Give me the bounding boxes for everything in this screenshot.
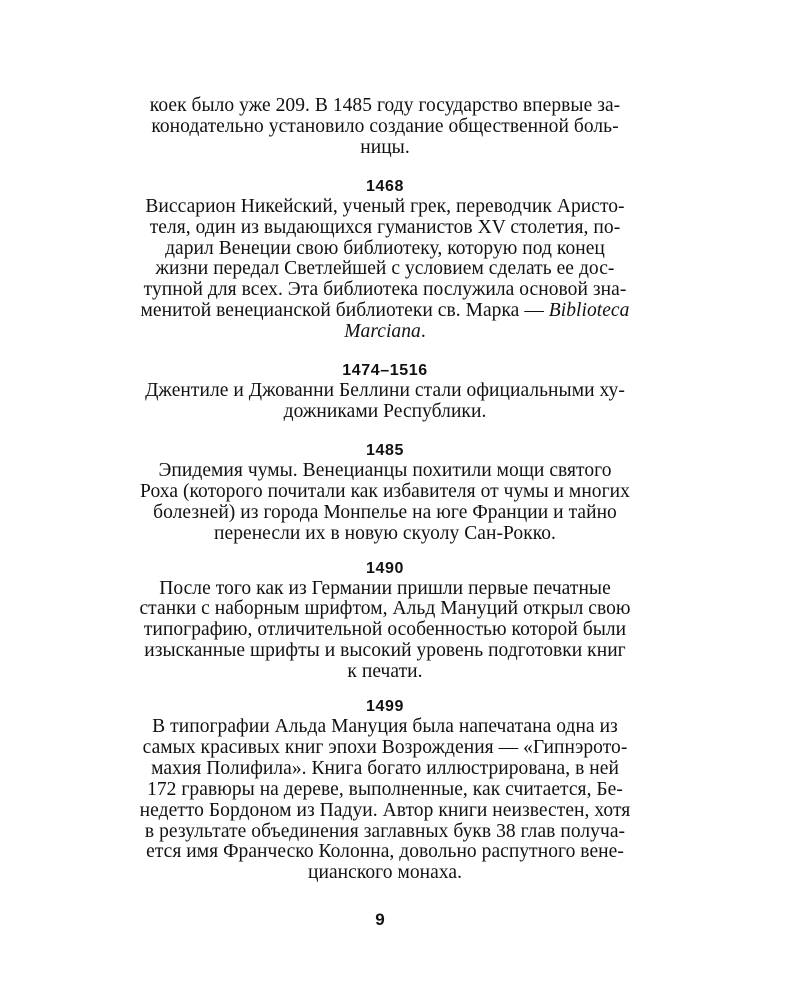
- page-number: 9: [375, 910, 385, 929]
- text-line: станки с наборным шрифтом, Альд Мануций открыл свою: [139, 598, 631, 620]
- text-line: [95, 301, 675, 322]
- text-line: типографию, отличительной особенностью которой были: [143, 619, 627, 641]
- text-line: цианского монаха.: [307, 862, 463, 884]
- italic-text: Marciana: [344, 321, 421, 343]
- entry-1474-1516: [95, 361, 675, 423]
- text-line: коек было уже 209. В 1485 году государство впервые за-: [149, 95, 621, 116]
- entry-1499: [95, 697, 675, 884]
- text-line: изысканные шрифты и высокий уровень подготовки книг: [144, 640, 626, 662]
- entry-1485: [95, 441, 675, 545]
- entry-1490: [95, 559, 675, 684]
- entry-year: 1468: [366, 177, 404, 195]
- text-line: Джентиле и Джованни Беллини стали официальными ху-: [145, 380, 625, 402]
- text-line: теля, один из выдающихся гуманистов XV столетия, по-: [149, 216, 621, 238]
- text-line: ницы.: [360, 136, 410, 158]
- text-line: Эпидемия чумы. Венецианцы похитили мощи святого: [158, 459, 612, 481]
- text-line: конодательно установило создание общественной боль-: [151, 115, 619, 137]
- intro-paragraph: [95, 96, 675, 159]
- text-line: самых красивых книг эпохи Возрождения — «Гипнэрото-: [142, 736, 628, 758]
- text-line: дожниками Республики.: [283, 400, 487, 422]
- text-line: После того как из Германии пришли первые печатные: [159, 577, 611, 599]
- text-segment: .: [420, 321, 426, 343]
- italic-text: Biblioteca: [548, 300, 630, 322]
- page-text: [95, 96, 675, 884]
- text-line: ется имя Франческо Колонна, довольно распутного вене-: [146, 841, 624, 863]
- text-line: болезней) из города Монпелье на юге Франции и тайно: [153, 501, 617, 523]
- text-line: в результате объединения заглавных букв 38 глав получа-: [144, 820, 626, 842]
- entry-year: 1499: [366, 698, 404, 716]
- entry-1468: [95, 177, 675, 343]
- text-line: недетто Бордоном из Падуи. Автор книги неизвестен, хотя: [139, 799, 631, 821]
- text-line: [95, 322, 675, 343]
- text-line: В типографии Альда Мануция была напечатана одна из: [152, 716, 618, 738]
- text-line: Роха (которого почитали как избавителя от чумы и многих: [140, 480, 630, 502]
- entry-year: 1474–1516: [342, 362, 428, 380]
- text-line: жизни передал Светлейшей с условием сделать ее дос-: [155, 258, 615, 280]
- text-line: дарил Венеции свою библиотеку, которую под конец: [165, 237, 605, 259]
- text-segment: менитой венецианской библиотеки св. Марка —: [140, 300, 549, 322]
- text-line: тупной для всех. Эта библиотека послужила основой зна-: [143, 279, 627, 301]
- text-line: перенесли их в новую скуолу Сан-Рокко.: [214, 522, 556, 544]
- text-line: махия Полифила». Книга богато иллюстрирована, в ней: [151, 757, 619, 779]
- text-line: к печати.: [347, 661, 423, 683]
- text-line: Виссарион Никейский, ученый грек, переводчик Аристо-: [145, 195, 625, 217]
- entry-year: 1485: [366, 441, 404, 459]
- entry-year: 1490: [366, 559, 404, 577]
- text-line: 172 гравюры на дереве, выполненные, как считается, Бе-: [147, 778, 623, 800]
